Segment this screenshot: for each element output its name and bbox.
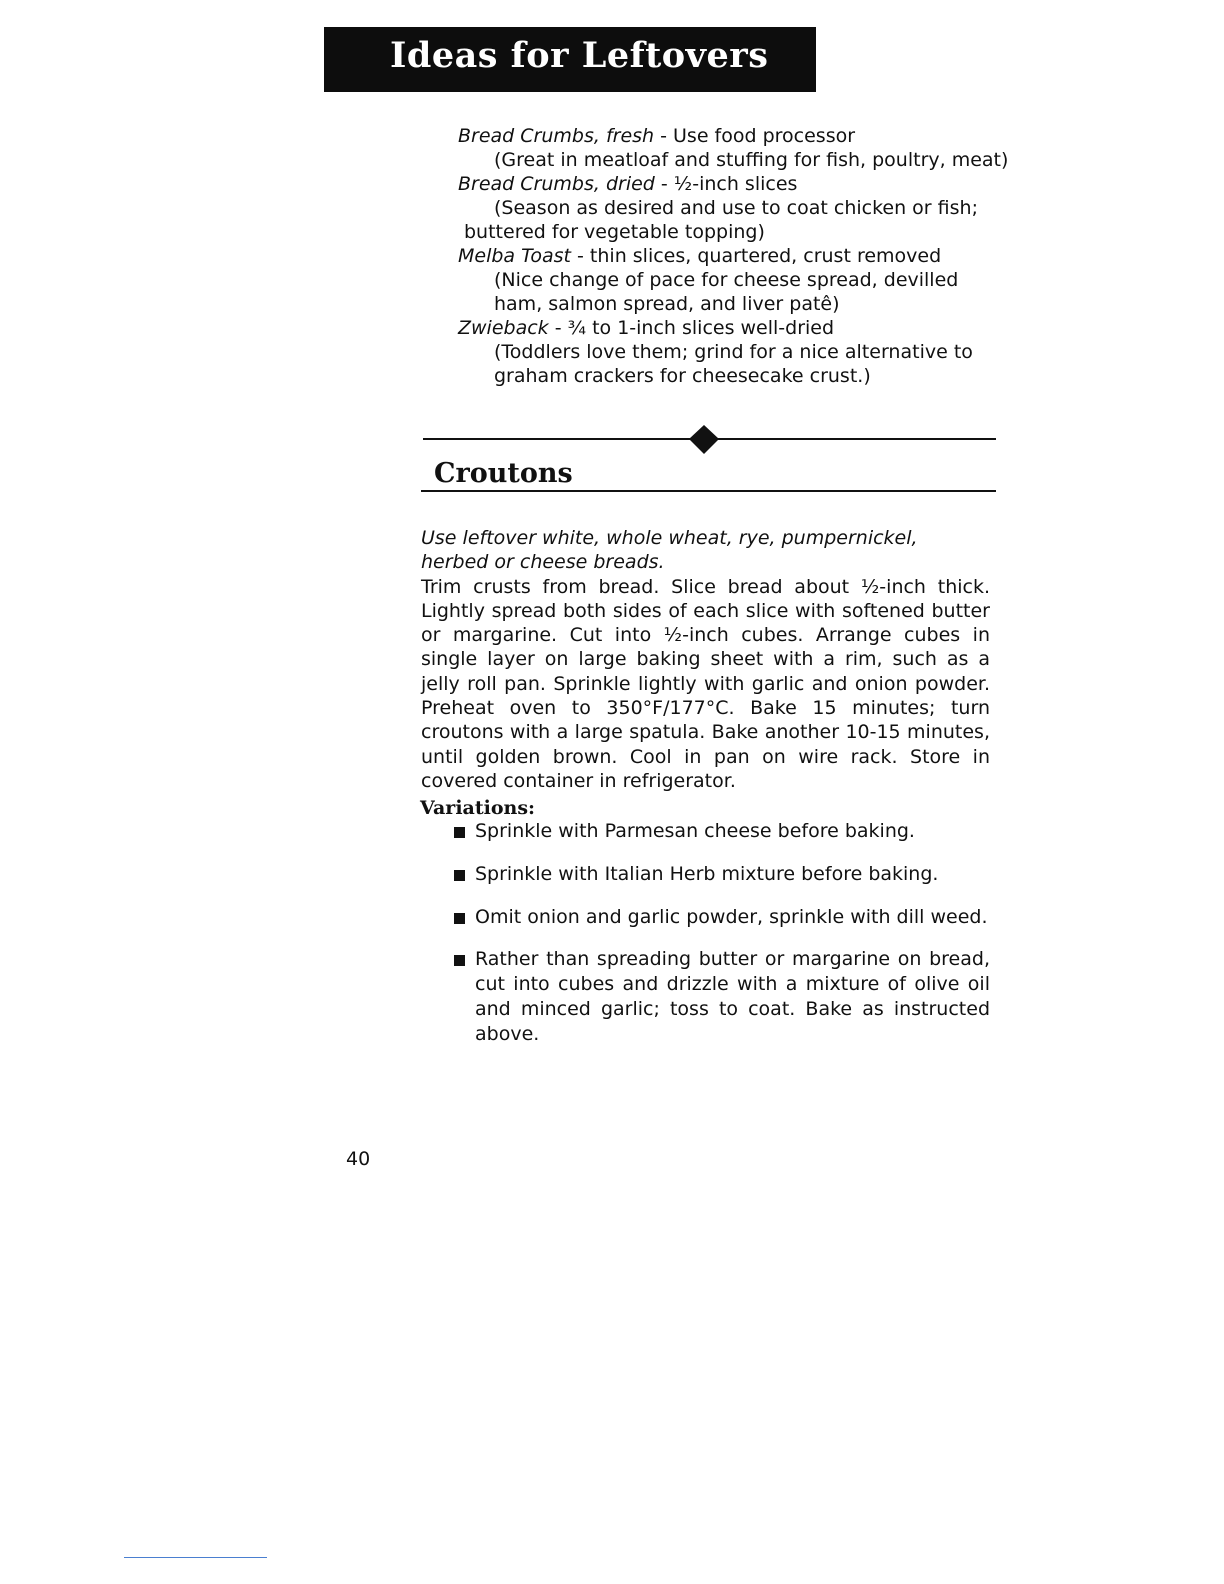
entry-note: (Great in meatloaf and stuffing for fish, poultry, meat) [494, 149, 1009, 171]
entry-note: (Nice change of pace for cheese spread, devilled [494, 269, 959, 291]
section-rule [421, 490, 996, 492]
entry-note: buttered for vegetable topping) [464, 221, 765, 243]
page-title: Ideas for Leftovers [390, 35, 769, 76]
section-title: Croutons [434, 458, 573, 489]
square-bullet-icon [454, 870, 465, 881]
page-number: 40 [346, 1148, 371, 1170]
section-body [421, 526, 990, 793]
entry-desc: - ¾ to 1-inch slices well-dried [548, 317, 835, 339]
instructions-text: Trim crusts from bread. Slice bread about ½-inch thick. Lightly spread both sides of each slice with softened butter or margarine. Cut into ½-inch cubes. Arrange cubes in single layer on large baking sheet with a rim, such as a jelly roll pan. Sprinkle lightly with garlic and onion powder. Preheat oven to 350°F/177°C. Bake 15 minutes; turn croutons with a large spatula. Bake another 10-15 minutes, until golden brown. Cool in pan on wire rack. Store in covered container in refrigerator. [421, 575, 990, 792]
entry-term: Zwieback [458, 317, 549, 339]
list-item [458, 244, 998, 316]
entry-term: Melba Toast [458, 245, 571, 267]
variation-text: Sprinkle with Parmesan cheese before baking. [475, 820, 915, 842]
variation-text: Omit onion and garlic powder, sprinkle with dill weed. [475, 905, 988, 928]
entry-term: Bread Crumbs, dried [458, 173, 655, 195]
entry-desc: - ½-inch slices [654, 173, 798, 195]
variations-heading: Variations: [420, 797, 536, 819]
entry-term: Bread Crumbs, fresh [458, 125, 655, 147]
entry-note: graham crackers for cheesecake crust.) [494, 365, 871, 387]
entry-note: (Toddlers love them; grind for a nice alternative to [494, 341, 973, 363]
list-item [458, 316, 998, 388]
list-item [458, 124, 1009, 172]
variation-text: Sprinkle with Italian Herb mixture before baking. [475, 862, 939, 885]
square-bullet-icon [454, 827, 465, 838]
entry-desc: - thin slices, quartered, crust removed [570, 245, 942, 267]
list-item [458, 172, 998, 244]
scan-mark [124, 1557, 267, 1558]
square-bullet-icon [454, 913, 465, 924]
header-bar [324, 27, 816, 92]
list-item [454, 819, 990, 844]
leftover-list [458, 124, 1009, 388]
diamond-icon [689, 425, 719, 454]
entry-note: ham, salmon spread, and liver patê) [494, 293, 840, 315]
variations-list [454, 819, 990, 1065]
intro-text: Use leftover white, whole wheat, rye, pumpernickel, herbed or cheese breads. [421, 527, 918, 574]
variation-text: Rather than spreading butter or margarine on bread, cut into cubes and drizzle with a mixture of olive oil and minced garlic; toss to coat. Bake as instructed above. [475, 948, 990, 1045]
list-item [454, 905, 990, 930]
divider-ornament [423, 425, 996, 455]
list-item [454, 862, 990, 887]
entry-desc: - Use food processor [654, 125, 856, 147]
list-item [454, 947, 990, 1046]
square-bullet-icon [454, 955, 465, 966]
entry-note: (Season as desired and use to coat chicken or fish; [494, 197, 978, 219]
